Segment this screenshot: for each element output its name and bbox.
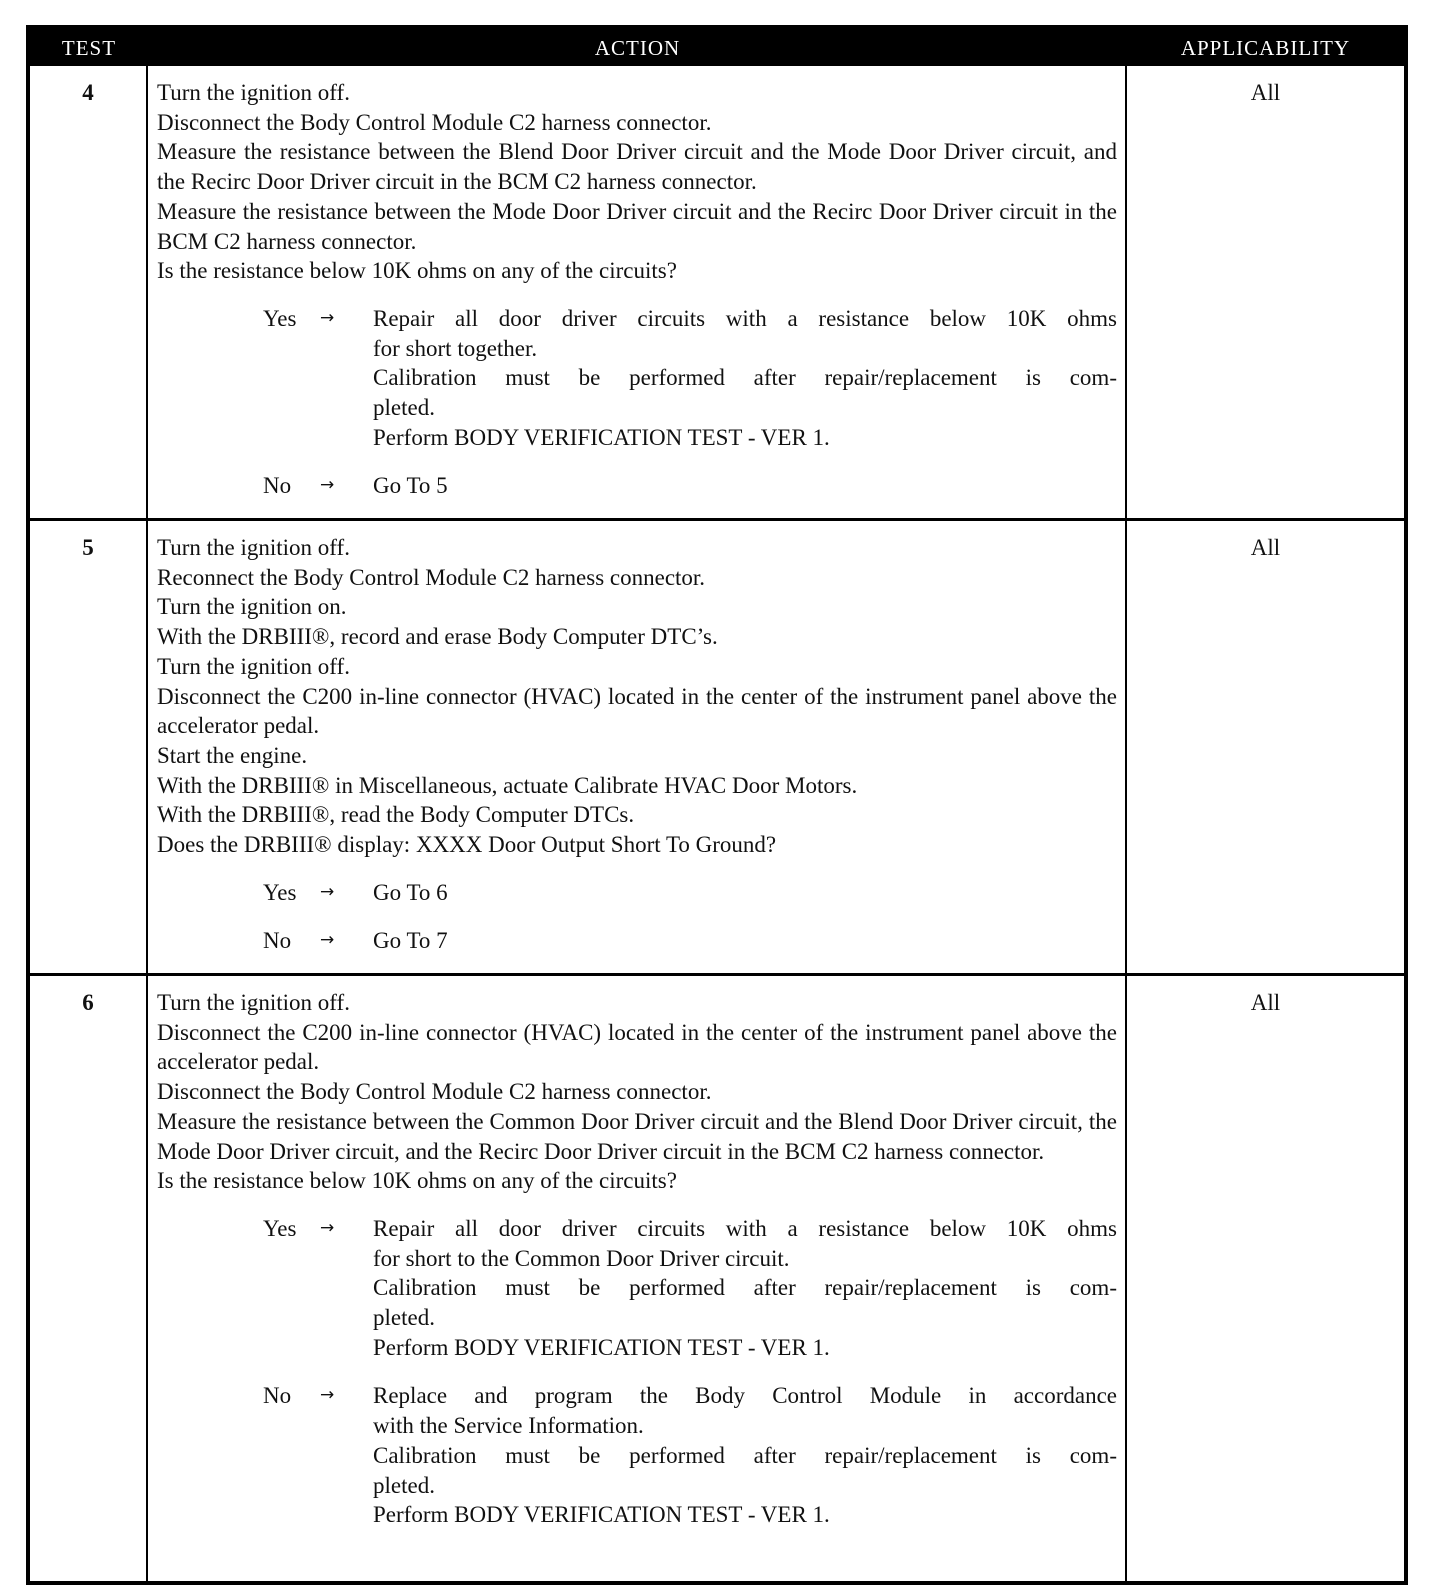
- test-number: 5: [30, 521, 148, 976]
- header-test: TEST: [30, 29, 148, 66]
- outcome-text: [373, 878, 1117, 908]
- outcome-list: [157, 1214, 1117, 1530]
- arrow-icon: →: [320, 1385, 335, 1406]
- outcome-label: Yes: [263, 305, 297, 331]
- header-action: ACTION: [148, 29, 1127, 66]
- action-step: Is the resistance below 10K ohms on any of the circuits?: [157, 258, 677, 284]
- outcome-line: for short to the Common Door Driver circuit.: [373, 1245, 790, 1271]
- outcome-line: Repair all door driver circuits with a resistance below 10K ohms: [373, 305, 1117, 331]
- outcome-list: [157, 304, 1117, 501]
- outcome-text: [373, 1381, 1117, 1530]
- outcome-line: Go To 7: [373, 928, 448, 954]
- outcome-list: [157, 878, 1117, 956]
- test-number: 4: [30, 66, 148, 521]
- action-step: Disconnect the Body Control Module C2 harness connector.: [157, 1079, 712, 1105]
- action-step: With the DRBIII® in Miscellaneous, actuate Calibrate HVAC Door Motors.: [157, 772, 858, 798]
- outcome-line: Repair all door driver circuits with a resistance below 10K ohms: [373, 1215, 1117, 1241]
- action-step: Does the DRBIII® display: XXXX Door Output Short To Ground?: [157, 832, 777, 858]
- outcome-line: with the Service Information.: [373, 1413, 644, 1439]
- header-applicability: APPLICABILITY: [1127, 29, 1404, 66]
- diagnostic-table: [26, 25, 1408, 1585]
- outcome-label: No: [263, 1383, 292, 1409]
- applicability-value: All: [1250, 990, 1281, 1015]
- action-step: Turn the ignition off.: [157, 535, 350, 560]
- action-step: Measure the resistance between the Blend Door Driver circuit and the Mode Door Driver circuit, and the Recirc Door Driver circuit in the BCM C2 harness connector.: [157, 139, 1117, 195]
- outcome-text: [373, 1214, 1117, 1363]
- arrow-icon: →: [320, 930, 335, 951]
- action-step: Disconnect the Body Control Module C2 harness connector.: [157, 109, 712, 135]
- applicability-value: All: [1127, 521, 1404, 976]
- outcome-text: [373, 304, 1117, 453]
- action-cell: [148, 976, 1127, 1581]
- outcome-label: No: [263, 473, 292, 499]
- action-cell: [148, 66, 1127, 521]
- outcome-text: [373, 471, 1117, 501]
- outcome-line: pleted.: [373, 395, 435, 421]
- action-step: Turn the ignition on.: [157, 594, 347, 620]
- outcome-line: Perform BODY VERIFICATION TEST - VER 1.: [373, 1334, 830, 1360]
- arrow-icon: →: [320, 475, 335, 496]
- action-step: Disconnect the C200 in-line connector (HVAC) located in the center of the instrument panel above the accelerator pedal.: [157, 683, 1117, 739]
- no-outcome: [157, 471, 1117, 501]
- action-step: Measure the resistance between the Mode Door Driver circuit and the Recirc Door Driver circuit in the BCM C2 harness connector.: [157, 198, 1117, 254]
- action-step: Turn the ignition off.: [157, 653, 350, 679]
- outcome-line: Go To 5: [373, 473, 448, 499]
- outcome-line: Calibration must be performed after repair/replacement is com-: [373, 365, 1117, 391]
- outcome-line: pleted.: [373, 1305, 435, 1331]
- arrow-icon: →: [320, 1217, 335, 1238]
- action-step: Turn the ignition off.: [157, 80, 350, 105]
- outcome-label: Yes: [263, 1215, 297, 1241]
- yes-outcome: [157, 1214, 1117, 1363]
- action-step: Start the engine.: [157, 742, 308, 768]
- outcome-line: Perform BODY VERIFICATION TEST - VER 1.: [373, 424, 830, 450]
- outcome-line: for short together.: [373, 335, 538, 361]
- outcome-line: Perform BODY VERIFICATION TEST - VER 1.: [373, 1502, 830, 1528]
- action-step: With the DRBIII®, record and erase Body Computer DTC’s.: [157, 624, 718, 650]
- action-step: With the DRBIII®, read the Body Computer DTCs.: [157, 802, 635, 828]
- test-number: 6: [30, 976, 148, 1581]
- action-step: Is the resistance below 10K ohms on any of the circuits?: [157, 1168, 677, 1194]
- yes-outcome: [157, 878, 1117, 908]
- outcome-line: Calibration must be performed after repair/replacement is com-: [373, 1275, 1117, 1301]
- action-step: Turn the ignition off.: [157, 990, 350, 1015]
- action-step: Measure the resistance between the Common Door Driver circuit and the Blend Door Driver circuit, the Mode Door Driver circuit, and the Recirc Door Driver circuit in the BCM C2 harness connector.: [157, 1108, 1117, 1164]
- outcome-text: [373, 926, 1117, 956]
- outcome-line: Calibration must be performed after repair/replacement is com-: [373, 1442, 1117, 1468]
- arrow-icon: →: [320, 307, 335, 328]
- outcome-line: Replace and program the Body Control Module in accordance: [373, 1383, 1117, 1409]
- action-step: Disconnect the C200 in-line connector (HVAC) located in the center of the instrument panel above the accelerator pedal.: [157, 1019, 1117, 1075]
- yes-outcome: [157, 304, 1117, 453]
- action-step: Reconnect the Body Control Module C2 harness connector.: [157, 564, 706, 590]
- applicability-value: All: [1127, 66, 1404, 521]
- outcome-line: Go To 6: [373, 879, 448, 905]
- outcome-label: Yes: [263, 879, 297, 905]
- outcome-line: pleted.: [373, 1472, 435, 1498]
- arrow-icon: →: [320, 881, 335, 902]
- action-cell: [148, 521, 1127, 976]
- outcome-label: No: [263, 928, 292, 954]
- no-outcome: [157, 926, 1117, 956]
- no-outcome: [157, 1381, 1117, 1530]
